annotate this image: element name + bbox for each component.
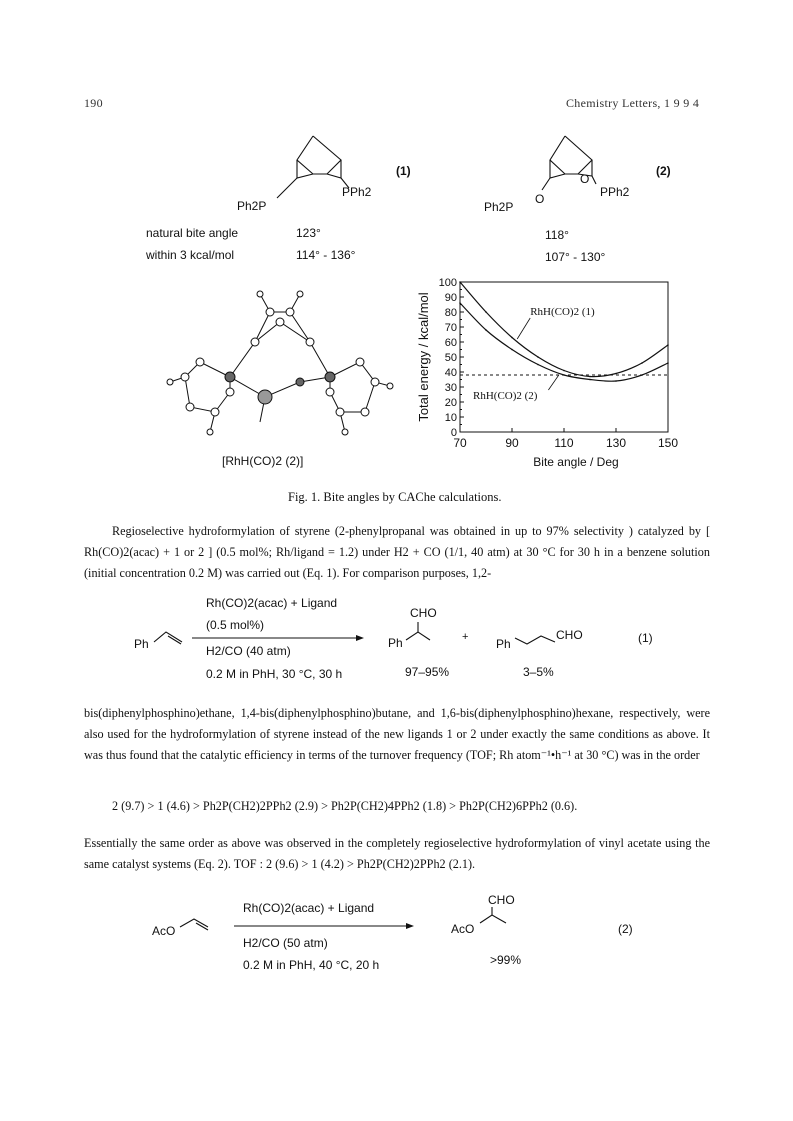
ligand-1-label: (1) (396, 164, 411, 178)
ligand-2-pph2-right: PPh2 (600, 185, 630, 199)
y-tick-label: 90 (444, 292, 457, 304)
eq1-plus: + (462, 631, 469, 643)
y-tick-label: 30 (444, 382, 457, 394)
journal-header: Chemistry Letters, 1 9 9 4 (566, 96, 700, 110)
series-2-point (667, 362, 669, 364)
energy-chart (412, 276, 732, 486)
ligand-1-bite: 123° (296, 226, 321, 240)
eq1-product1-ph: Ph (388, 636, 403, 650)
rh-atom (258, 390, 272, 404)
x-axis-label: Bite angle / Deg (533, 455, 619, 469)
eq1-reagent: Rh(CO)2(acac) + Ligand (206, 596, 338, 610)
ligand-1-within: 114° - 136° (296, 248, 356, 262)
paragraph-3: Essentially the same order as above was observed in the completely regioselective hydroformylation of vinyl acetate using the same catalyst systems (Eq. 2). TOF : 2 (9.6) > 1 (4.2) > Ph2P(CH2)2PPh2 (2.1). (84, 836, 710, 871)
series-line-1 (460, 282, 668, 377)
row-label-bite: natural bite angle (146, 226, 239, 240)
eq2-yield: >99% (490, 953, 522, 967)
series-2-point (511, 349, 513, 351)
branched-aldehyde (404, 620, 444, 650)
eq2-number: (2) (618, 922, 633, 936)
y-tick-label: 70 (444, 322, 457, 334)
x-tick-label: 130 (605, 436, 627, 450)
eq2-reagent: Rh(CO)2(acac) + Ligand (243, 901, 375, 915)
series-2-point (615, 380, 617, 382)
series-1-point (667, 344, 669, 346)
eq2-conditions: 0.2 M in PhH, 40 °C, 20 h (243, 958, 380, 972)
series-2-label: RhH(CO)2 (2) (473, 390, 538, 402)
eq1-product2-ph: Ph (496, 637, 511, 651)
eq2-product-cho: CHO (488, 893, 515, 907)
tof-order-styrene: 2 (9.7) > 1 (4.6) > Ph2P(CH2)2PPh2 (2.9) > Ph2P(CH2)4PPh2 (1.8) > Ph2P(CH2)6PPh2 (0.6). (112, 799, 578, 813)
y-axis-label: Total energy / kcal/mol (416, 292, 431, 422)
complex-atoms (167, 291, 393, 435)
vinyl-acetate-vinyl (178, 915, 218, 935)
series-1-point (589, 376, 591, 378)
series-1-point (615, 373, 617, 375)
y-tick-label: 100 (438, 277, 457, 289)
eq2-substrate: AcO (152, 924, 176, 938)
series-1-label: RhH(CO)2 (1) (530, 306, 595, 318)
series-1-point (641, 362, 643, 364)
eq1-loading: (0.5 mol%) (206, 618, 265, 632)
ligand-1-pph2-right: PPh2 (342, 185, 372, 199)
series-2-point (485, 329, 487, 331)
series-1-point (459, 281, 461, 283)
eq1-arrow (192, 633, 372, 643)
ligand-2-o-left: O (535, 192, 545, 206)
eq1-yield-branched: 97–95% (405, 665, 450, 679)
y-tick-label: 10 (444, 412, 457, 424)
paragraph-1: Regioselective hydroformylation of styrene (2-phenylpropanal was obtained in up to 97% selectivity ) catalyzed by [ Rh(CO)2(acac) + 1 or 2 ] (0.5 mol%; Rh/ligand = 1.2) under H2 + CO (1/1, 40 atm) at 30 °C for 30 h in a benzene solution (initial concentration 0.2 M) was carried out (Eq. 1). For comparison purposes, 1,2- (84, 524, 710, 580)
ligand-1-structure (255, 128, 395, 218)
x-tick-label: 90 (505, 436, 519, 450)
series-1-point (563, 370, 565, 372)
eq1-product1-cho: CHO (410, 606, 437, 620)
eq2-arrow (234, 921, 414, 931)
x-tick-label: 110 (554, 436, 574, 450)
eq2-product-aco: AcO (451, 922, 475, 936)
ligand-1-pph2-left: Ph2P (237, 199, 267, 213)
y-tick-label: 80 (444, 307, 457, 319)
plot-frame (460, 282, 668, 432)
series-1-point (537, 356, 539, 358)
series-2-leader (548, 375, 558, 390)
ligand-2-o-right: O (580, 172, 590, 186)
series-2-point (589, 379, 591, 381)
eq2-product-skeleton (478, 905, 528, 935)
ligand-2-bite: 118° (545, 228, 569, 242)
complex-label: [RhH(CO)2 (2)] (222, 454, 304, 468)
series-2-point (641, 374, 643, 376)
eq1-conditions: 0.2 M in PhH, 30 °C, 30 h (206, 667, 343, 681)
series-2-point (459, 302, 461, 304)
eq2-gas: H2/CO (50 atm) (243, 936, 328, 950)
paragraph-2: bis(diphenylphosphino)ethane, 1,4-bis(diphenylphosphino)butane, and 1,6-bis(diphenylphosphino)hexane, respectively, were also used for the hydroformylation of styrene instead of the new ligands 1 or 2 under exactly the same conditions as above. It was thus found that the catalytic efficiency in terms of the turnover frequency (TOF; Rh atom⁻¹•h⁻¹ at 30 °C) was in the order (84, 706, 710, 762)
ligand-2-pph2-left: Ph2P (484, 200, 514, 214)
figure-caption: Fig. 1. Bite angles by CAChe calculations. (288, 490, 502, 504)
ligand-2-within: 107° - 130° (545, 250, 606, 264)
series-1-leader (517, 318, 530, 339)
eq1-substrate: Ph (134, 637, 149, 651)
series-1-point (511, 337, 513, 339)
ligand-2-label: (2) (656, 164, 671, 178)
y-tick-label: 20 (444, 397, 457, 409)
x-tick-label: 70 (453, 436, 467, 450)
y-tick-label: 40 (444, 367, 457, 379)
eq1-product2-cho: CHO (556, 628, 583, 642)
page-number: 190 (84, 96, 103, 110)
series-2-point (563, 374, 565, 376)
y-tick-label: 0 (450, 427, 457, 439)
series-2-point (537, 364, 539, 366)
left-arm (277, 178, 297, 198)
norbornane-ring (297, 136, 341, 174)
rh-complex-model (160, 282, 400, 452)
y-tick-label: 60 (444, 337, 457, 349)
row-label-within: within 3 kcal/mol (146, 248, 235, 262)
styrene-vinyl (152, 628, 192, 648)
x-tick-label: 150 (657, 436, 679, 450)
y-tick-label: 50 (444, 352, 457, 364)
eq1-yield-linear: 3–5% (523, 665, 554, 679)
eq1-number: (1) (638, 631, 653, 645)
series-1-point (485, 311, 487, 313)
eq1-gas: H2/CO (40 atm) (206, 644, 291, 658)
